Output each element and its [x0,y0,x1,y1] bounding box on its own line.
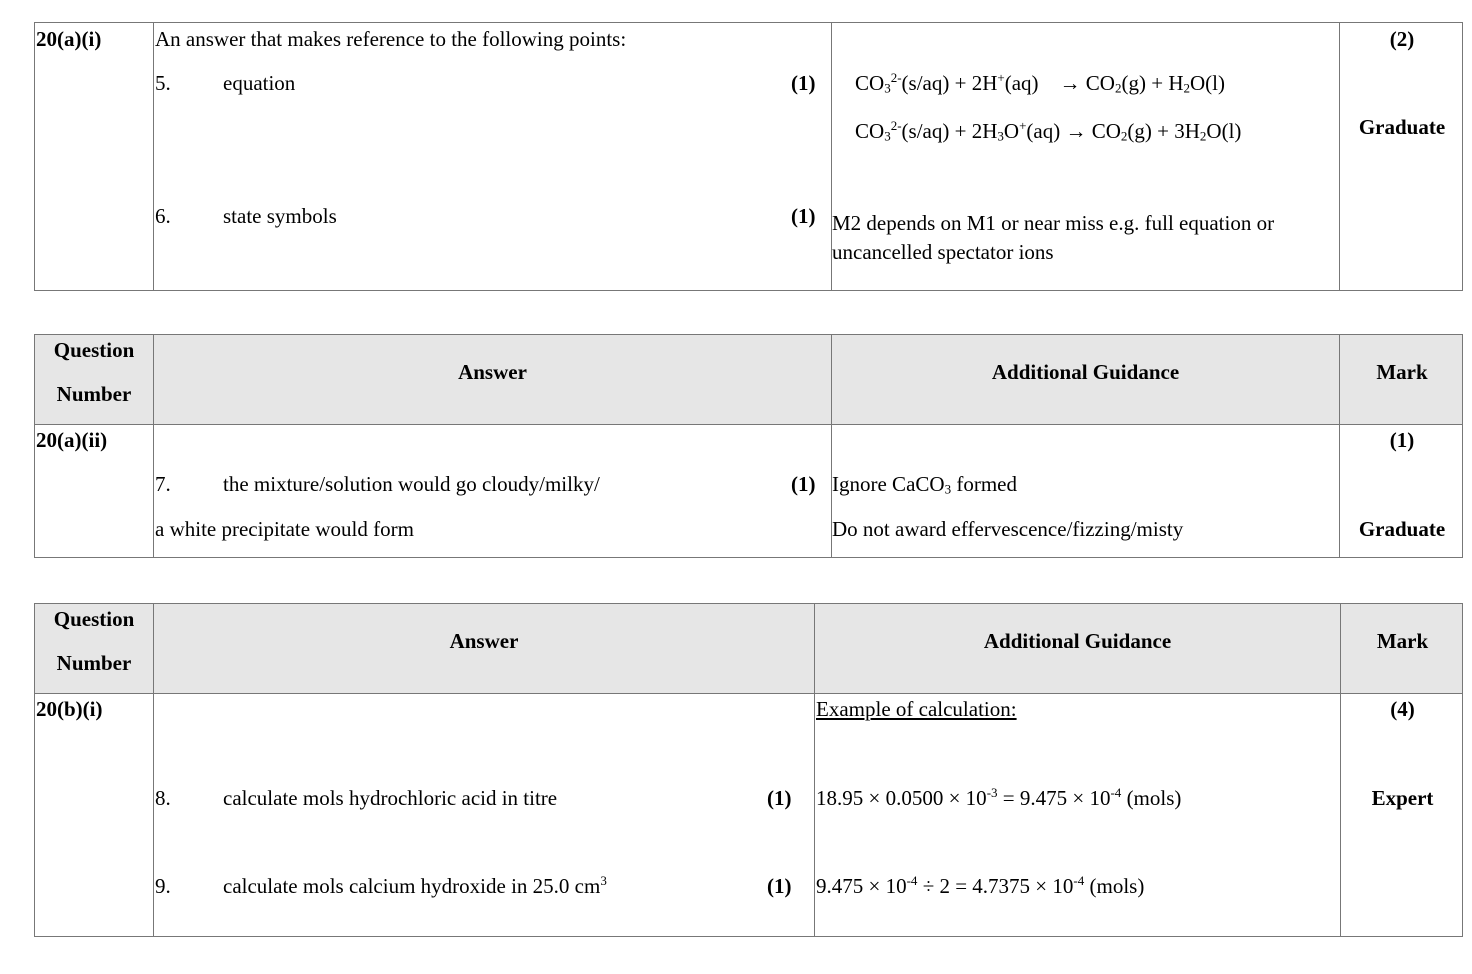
header-question: Question [53,338,135,362]
point-text: equation [223,71,296,95]
mark-value: (1) [1389,428,1415,452]
skill-level: Graduate [1358,517,1446,541]
header-number: Number [56,651,132,675]
calculation-line: $9.475 \times 10^{-4} \div 2 = 4.7375 \times 10^{-4}$ (mols) [816,872,1145,898]
point-mark: (1) [767,786,792,810]
point-number: 5. [155,71,171,95]
point-mark: (1) [791,472,816,496]
table-20a-ii [34,334,1463,558]
skill-level: Graduate [1358,115,1446,139]
point-mark: (1) [791,204,816,228]
equation-1: $CO_3^{2-}(s/aq) + 2H^+(aq)$ → $CO_2(g) + H_2O(l)$ [855,69,1225,96]
table-20a-i [34,22,1463,291]
header-guidance: Additional Guidance [991,360,1180,384]
header-answer: Answer [449,629,519,653]
point-number: 6. [155,204,171,228]
point-number: 9. [155,874,171,898]
header-mark: Mark [1376,360,1428,384]
guidance-line: Do not award effervescence/fizzing/misty [832,517,1184,541]
answer-intro: An answer that makes reference to the following points: [155,27,627,51]
skill-level: Expert [1371,786,1434,810]
point-mark: (1) [791,71,816,95]
question-number: 20(a)(i) [36,27,102,51]
point-text: calculate mols calcium hydroxide in 25.0 $cm^3$ [223,872,607,898]
point-text: state symbols [223,204,337,228]
header-guidance: Additional Guidance [983,629,1172,653]
question-number: 20(b)(i) [36,697,103,721]
point-text: calculate mols hydrochloric acid in titre [223,786,558,810]
header-number: Number [56,382,132,406]
point-number: 8. [155,786,171,810]
equation-2: $CO_3^{2-}(s/aq) + 2H_3O^+(aq) \to CO_2(g) + 3H_2O(l)$ [855,117,1242,144]
point-mark: (1) [767,874,792,898]
mark-value: (4) [1390,697,1415,721]
calculation-line: $18.95 \times 0.0500 \times 10^{-3} = 9.475 \times 10^{-4}$ (mols) [816,784,1182,810]
header-answer: Answer [458,360,527,384]
table-20b-i [34,603,1463,937]
point-text: the mixture/solution would go cloudy/milky/ [223,472,600,496]
guidance-line: uncancelled spectator ions [832,240,1054,264]
answer-continuation: a white precipitate would form [155,517,414,541]
guidance-line: Ignore CaCO$_3$ formed [832,472,1017,497]
example-heading: Example of calculation: [816,697,1017,721]
header-mark: Mark [1376,629,1429,653]
question-number: 20(a)(ii) [36,428,108,452]
guidance-line: M2 depends on M1 or near miss e.g. full equation or [832,211,1275,235]
header-question: Question [53,607,135,631]
mark-value: (2) [1389,27,1415,51]
point-number: 7. [155,472,171,496]
